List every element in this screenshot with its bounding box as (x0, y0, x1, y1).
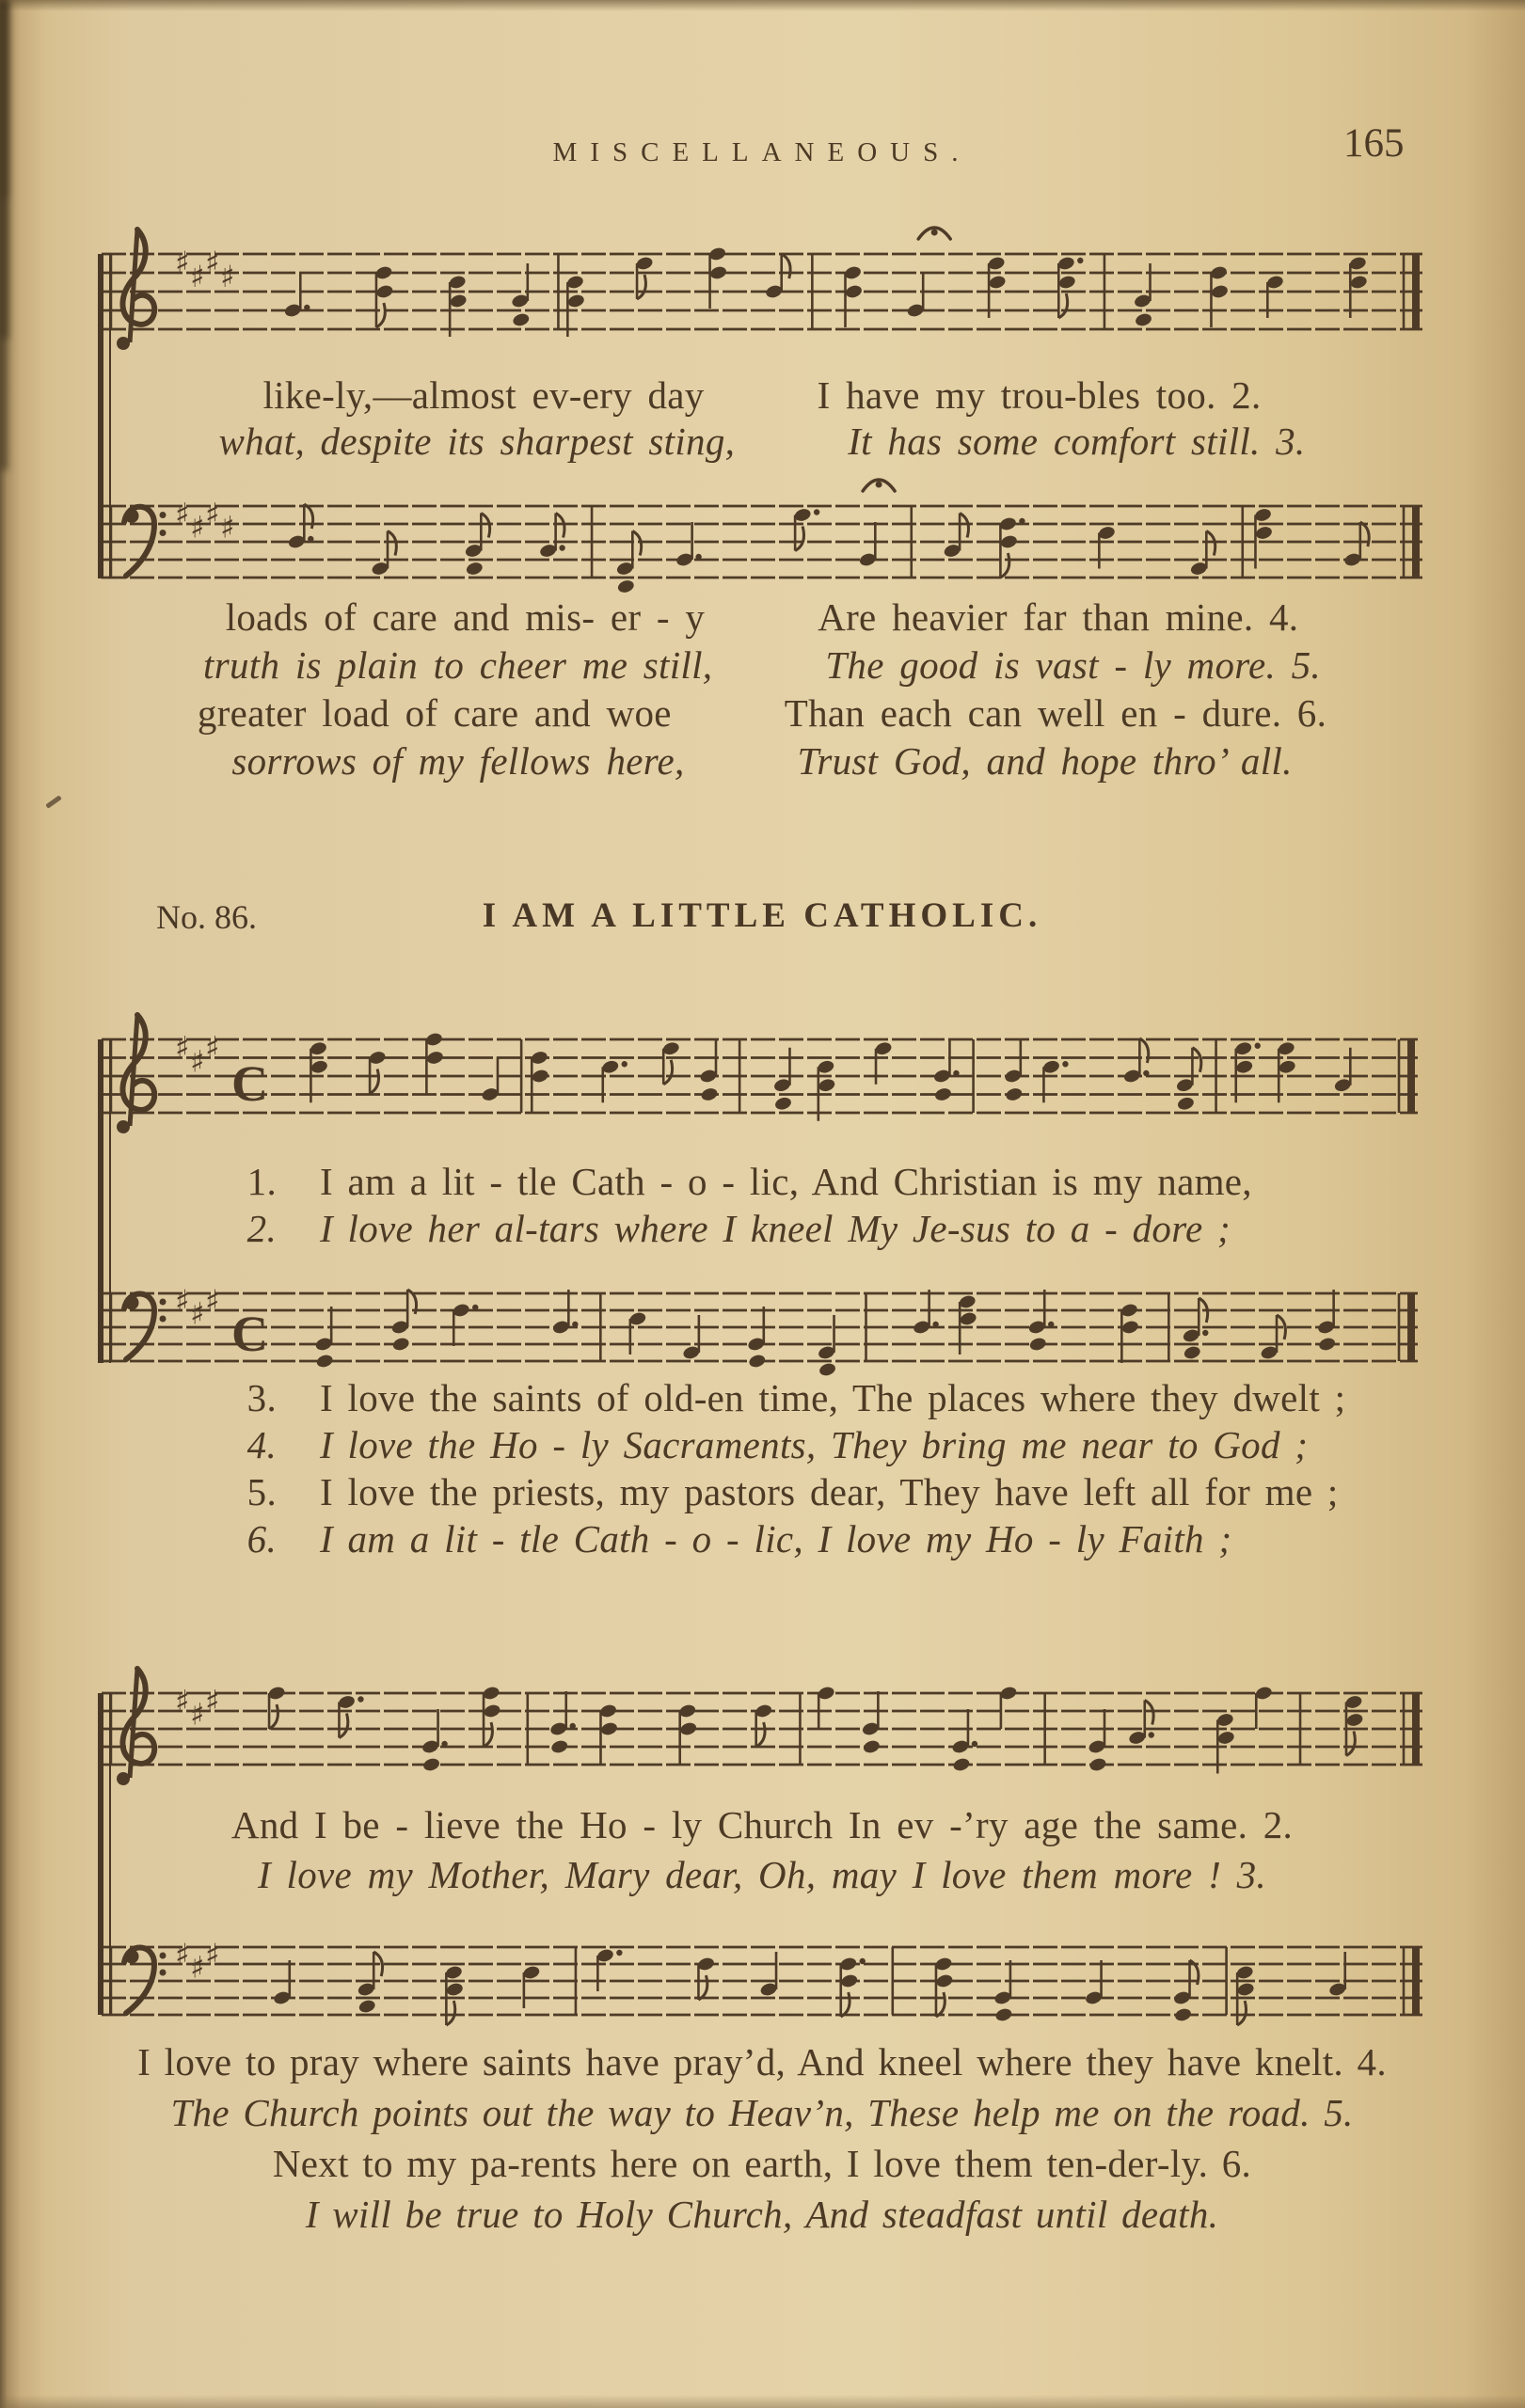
svg-text:♯: ♯ (205, 1029, 220, 1066)
system-barline-thin (109, 1693, 111, 2015)
lyric-right: It has some comfort still. 3. (848, 420, 1306, 463)
verse-text: I love the Ho - ly Sacraments, They bring me near to God ; (320, 1423, 1309, 1466)
svg-text:♯: ♯ (205, 1282, 220, 1319)
svg-text:♯: ♯ (190, 1043, 205, 1080)
music-staff-song1-bass (94, 468, 1430, 593)
lyric-line (94, 1852, 1430, 1902)
verse-text: I am a lit - tle Cath - o - lic, And Christian is my name, (320, 1160, 1252, 1203)
svg-text:♯: ♯ (190, 509, 205, 546)
lyric-left: what, despite its sharpest sting, (218, 420, 736, 463)
lyrics-song2-verses-b (94, 1375, 1430, 1563)
lyric-right: Are heavier far than mine. 4. (818, 595, 1299, 639)
lyric-line (94, 738, 1430, 786)
lyrics-song2-verses-a (94, 1159, 1430, 1253)
lyric-text: And I be - lieve the Ho - ly Church In ev -’ry age the same. 2. (230, 1803, 1294, 1846)
svg-text:♯: ♯ (175, 245, 190, 280)
svg-text:♯: ♯ (205, 1683, 220, 1719)
lyrics-song2-chorus (94, 1802, 1430, 1902)
svg-text:♯: ♯ (205, 496, 220, 532)
verse-line (94, 1206, 1430, 1253)
lyric-line (94, 372, 1430, 419)
lyrics-song2-closing (94, 2039, 1430, 2242)
system-barline (98, 1693, 103, 2015)
verse-number: 5. (246, 1470, 277, 1513)
system-barline (98, 1039, 103, 1363)
page-number: 165 (1343, 121, 1405, 166)
verse-number: 6. (246, 1517, 277, 1560)
lyric-left: loads of care and mis- er - y (225, 595, 706, 639)
song-number: No. 86. (156, 898, 257, 936)
lyric-line (94, 642, 1430, 690)
lyric-right: Than each can well en - dure. 6. (784, 691, 1327, 735)
svg-text:♯: ♯ (190, 1696, 205, 1733)
page-bottom-shadow (0, 2395, 1525, 2408)
lyric-line: Next to my pa-rents here on earth, I love them ten-der-ly. 6. (272, 2142, 1252, 2185)
verse-line (94, 1469, 1430, 1516)
verse-number: 3. (246, 1376, 277, 1419)
svg-text:♯: ♯ (175, 1282, 190, 1319)
svg-text:♯: ♯ (220, 509, 235, 546)
lyric-line (94, 594, 1430, 642)
verse-line (94, 1159, 1430, 1206)
verse-line (94, 1516, 1430, 1563)
lyric-right: Trust God, and hope thro’ all. (797, 739, 1293, 783)
system-barline (98, 254, 103, 578)
svg-text:♯: ♯ (175, 1936, 190, 1972)
lyric-left: sorrows of my fellows here, (231, 739, 685, 783)
song-title-row (94, 895, 1430, 946)
verse-text: I love the saints of old-en time, The places where they dwelt ; (320, 1376, 1346, 1419)
lyric-line (94, 419, 1430, 465)
verse-text: I love her al-tars where I kneel My Je-sus to a - dore ; (320, 1207, 1231, 1250)
music-staff-song2-bass-b (94, 1912, 1430, 2036)
page-top-shadow (0, 0, 1525, 11)
lyric-line: I will be true to Holy Church, And steadfast until death. (305, 2193, 1219, 2236)
lyric-line (94, 690, 1430, 738)
svg-text:♯: ♯ (175, 1683, 190, 1719)
margin-mark (45, 795, 62, 808)
verse-line (94, 1422, 1430, 1469)
verse-number: 1. (246, 1160, 277, 1203)
svg-text:♯: ♯ (205, 245, 220, 280)
svg-text:♯: ♯ (190, 259, 205, 294)
music-staff-song2-treble-b (94, 1644, 1430, 1797)
song-title: I AM A LITTLE CATHOLIC. (482, 896, 1042, 935)
music-staff-song2-bass-a (94, 1259, 1425, 1373)
svg-text:C: C (231, 1054, 268, 1112)
system-barline-thin (109, 254, 111, 578)
music-staff-song1-treble (94, 209, 1430, 376)
lyrics-song1-treble (94, 372, 1430, 465)
lyrics-song1-bass (94, 594, 1430, 786)
lyric-line (94, 1802, 1430, 1852)
svg-text:♯: ♯ (190, 1949, 205, 1986)
svg-text:♯: ♯ (190, 1295, 205, 1332)
svg-text:♯: ♯ (205, 1936, 220, 1972)
system-barline-thin (109, 1039, 111, 1363)
svg-text:C: C (231, 1306, 268, 1362)
lyric-text: I love my Mother, Mary dear, Oh, may I love them more ! 3. (258, 1853, 1266, 1896)
lyric-right: I have my trou-bles too. 2. (817, 373, 1262, 417)
svg-text:♯: ♯ (220, 259, 235, 294)
lyric-left: greater load of care and woe (197, 691, 672, 735)
scan-edge-smudge (2, 0, 8, 198)
running-header: MISCELLANEOUS. (552, 137, 972, 167)
lyric-line: I love to pray where saints have pray’d, And kneel where they have knelt. 4. (137, 2040, 1387, 2083)
svg-text:♯: ♯ (175, 1029, 190, 1066)
verse-line (94, 1375, 1430, 1422)
verse-number: 2. (246, 1207, 277, 1250)
music-staff-song2-treble-a (94, 986, 1425, 1153)
lyric-left: like-ly,—almost ev-ery day (262, 373, 705, 417)
svg-text:♯: ♯ (175, 496, 190, 532)
lyric-line: The Church points out the way to Heav’n, These help me on the road. 5. (170, 2091, 1354, 2134)
lyric-left: truth is plain to cheer me still, (203, 643, 713, 687)
verse-text: I love the priests, my pastors dear, They have left all for me ; (320, 1470, 1339, 1513)
verse-text: I am a lit - tle Cath - o - lic, I love my Ho - ly Faith ; (320, 1517, 1232, 1560)
verse-number: 4. (246, 1423, 277, 1466)
lyric-right: The good is vast - ly more. 5. (825, 643, 1321, 687)
